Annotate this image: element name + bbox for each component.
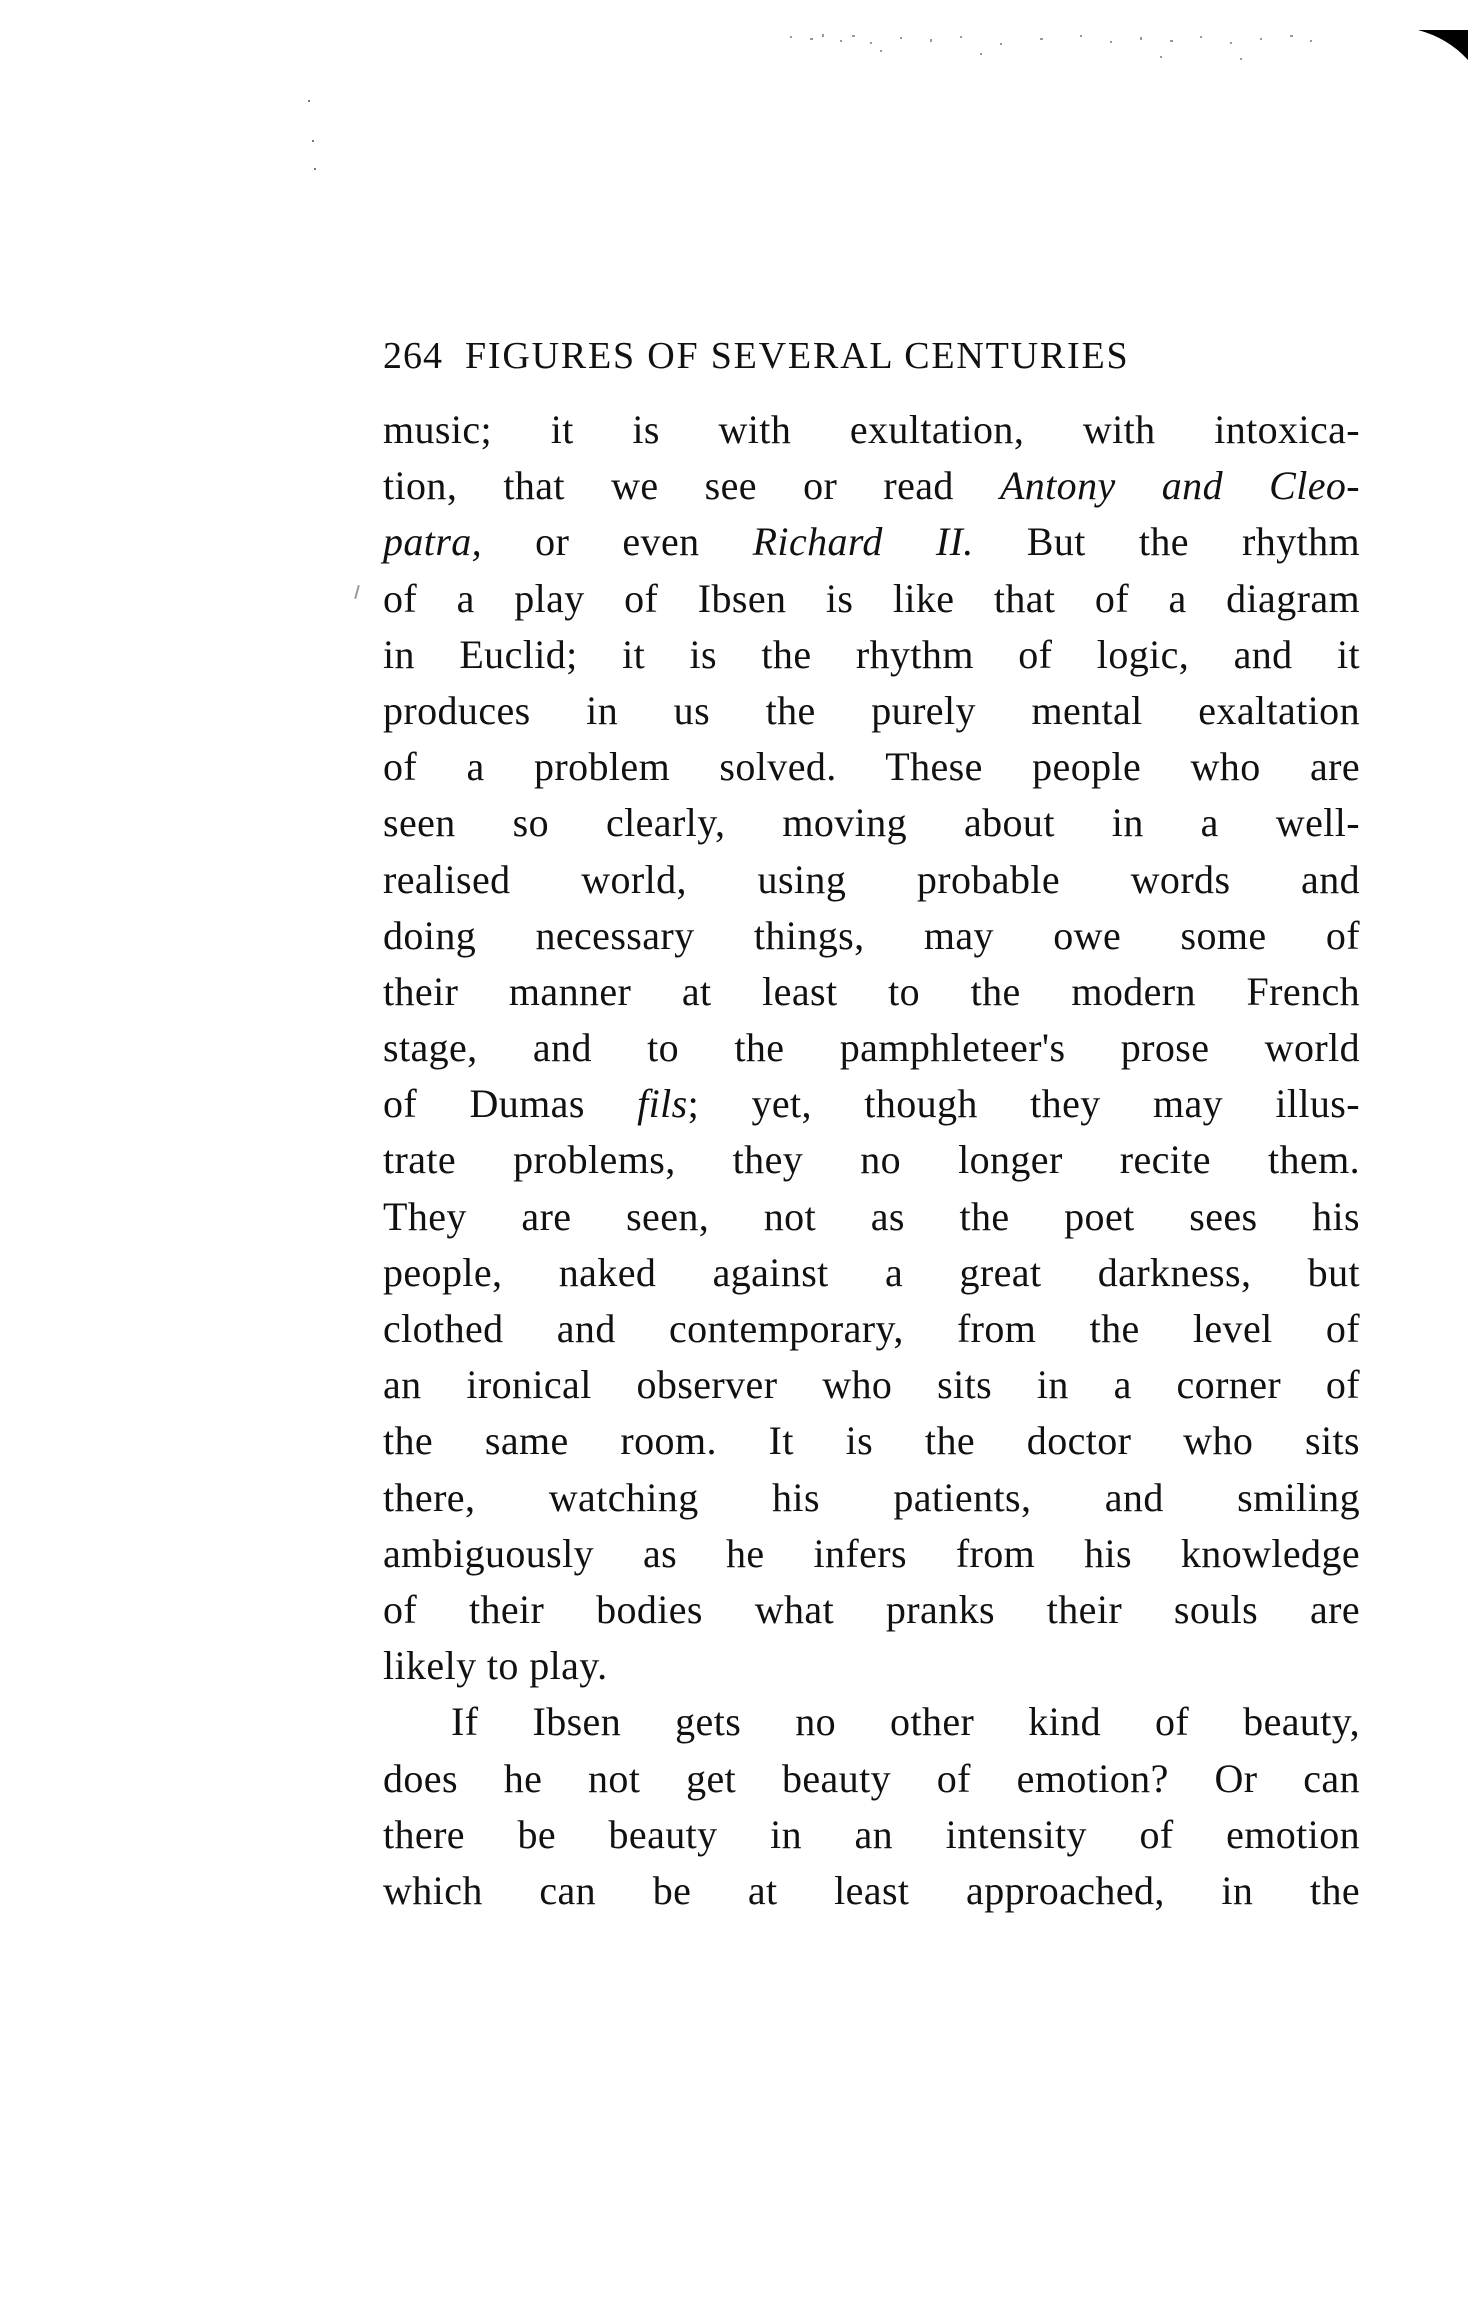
text-line: an ironical observer who sits in a corner of xyxy=(383,1362,1360,1408)
page-number: 264 xyxy=(383,335,443,377)
body-text xyxy=(383,402,1360,1919)
text-line: does he not get beauty of emotion? Or can xyxy=(383,1755,1360,1801)
text-line: stage, and to the pamphleteer's prose world xyxy=(383,1025,1360,1071)
paragraph-start-line: If Ibsen gets no other kind of beauty, xyxy=(451,1699,1360,1745)
paragraph-end-line: likely to play. xyxy=(383,1643,608,1689)
text-line: doing necessary things, may owe some of xyxy=(383,912,1360,958)
scan-noise xyxy=(780,28,1320,78)
text-line: people, naked against a great darkness, but xyxy=(383,1249,1360,1295)
text-line: realised world, using probable words and xyxy=(383,856,1360,902)
margin-mark xyxy=(354,585,360,599)
text-line: of their bodies what pranks their souls are xyxy=(383,1586,1360,1632)
text-line: in Euclid; it is the rhythm of logic, and it xyxy=(383,631,1360,677)
text-line: trate problems, they no longer recite them. xyxy=(383,1137,1360,1183)
text-line: seen so clearly, moving about in a well- xyxy=(383,800,1360,846)
text-line: clothed and contemporary, from the level of xyxy=(383,1306,1360,1351)
text-line: tion, that we see or read Antony and Cleo- xyxy=(383,463,1360,509)
text-line: They are seen, not as the poet sees his xyxy=(383,1193,1360,1239)
italic-title: Antony and Cleo- xyxy=(999,463,1360,509)
text-line: there be beauty in an intensity of emotion xyxy=(383,1811,1360,1857)
text-line: which can be at least approached, in the xyxy=(383,1867,1360,1913)
text-line: of a problem solved. These people who are xyxy=(383,744,1360,790)
text-line: music; it is with exultation, with intoxica- xyxy=(383,407,1360,452)
italic-title: Richard II. xyxy=(752,519,974,565)
text-line: of Dumas fils; yet, though they may illus- xyxy=(383,1081,1360,1127)
text-line: their manner at least to the modern French xyxy=(383,968,1360,1014)
italic-title: patra, xyxy=(383,519,483,565)
text-line: patra, or even Richard II. But the rhythm xyxy=(383,519,1360,565)
page-corner-fold-icon xyxy=(1418,28,1470,60)
text-line: of a play of Ibsen is like that of a diagram xyxy=(383,575,1360,621)
italic-word: fils xyxy=(637,1081,688,1127)
text-line: there, watching his patients, and smiling xyxy=(383,1474,1360,1520)
text-line: the same room. It is the doctor who sits xyxy=(383,1418,1360,1464)
running-header xyxy=(383,334,1360,380)
text-line: ambiguously as he infers from his knowledge xyxy=(383,1530,1360,1576)
text-line: produces in us the purely mental exaltation xyxy=(383,687,1360,733)
running-title: FIGURES OF SEVERAL CENTURIES xyxy=(465,335,1130,377)
